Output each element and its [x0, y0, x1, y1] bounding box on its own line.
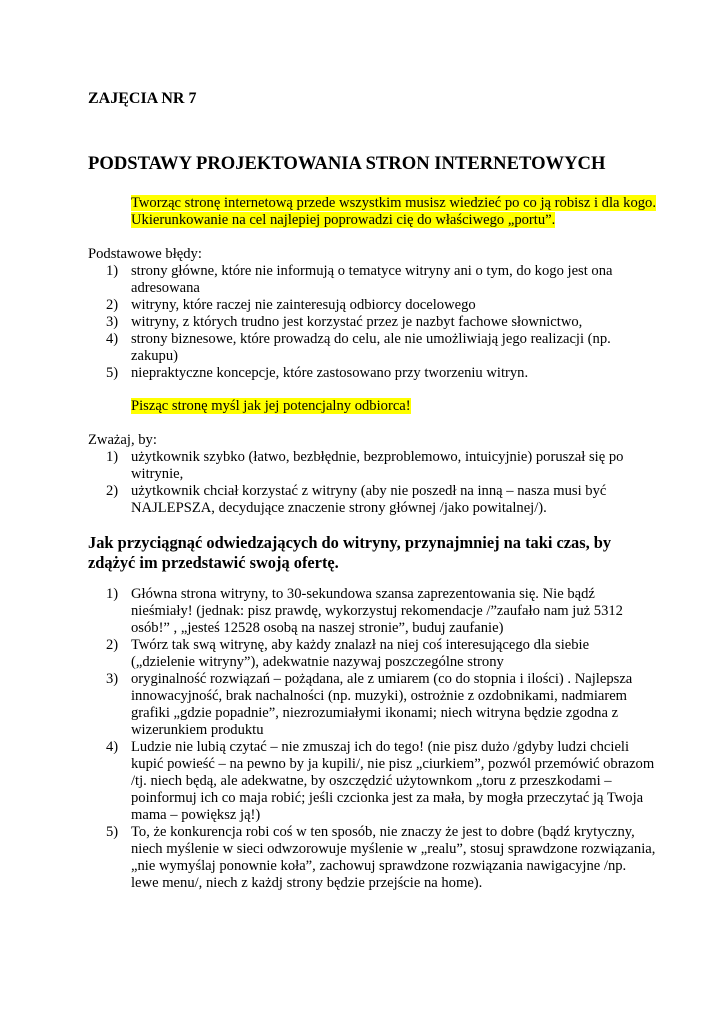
page-title: PODSTAWY PROJEKTOWANIA STRON INTERNETOWYCH [88, 153, 606, 174]
highlight-note-2 [131, 398, 671, 415]
watch-list [88, 449, 660, 517]
list-item: 4) Ludzie nie lubią czytać – nie zmuszaj ich do tego! (nie pisz dużo /gdyby ludzi chcieli kupić powieść – na pewno by ja kupili/, nie pisz „ciurkiem”, pozwól przemówić obrazom /tj. niech będą, ale adekwatne, by oszczędzić użytownkom „toru z przeszkodami – poinformuj ich co maja robić; jeśli czcionka jest za mała, by mogła przeczytać ją Twoja mama – powiększ ją!) [106, 739, 655, 823]
highlight-note-1 [131, 195, 671, 229]
watch-intro: Zważaj, by: [88, 432, 157, 448]
list-item: 5) To, że konkurencja robi coś w ten sposób, nie znaczy że jest to dobre (bądź krytyczny, niech myślenie w sieci odwzorowuje myślenie w „realu”, stosuj sprawdzone rozwiązania, „nie wymyślaj ponownie koła”, zachowuj sprawdzone rozwiązania nawigacyjne /np. lewe menu/, niech z każdj strony będzie przejście na home). [106, 824, 656, 891]
highlight-text-1: Tworząc stronę internetową przede wszystkim musisz wiedzieć po co ją robisz i dla kogo. Ukierunkowanie na cel najlepiej poprowadzi cię do właściwego „portu”. [131, 195, 656, 228]
section-heading: Jak przyciągnąć odwiedzających do witryny, przynajmniej na taki czas, by zdążyć im przedstawić swoją ofertę. [88, 533, 612, 572]
errors-list [88, 263, 660, 382]
list-item: 2) użytkownik chciał korzystać z witryny (aby nie poszedł na inną – nasza musi być NAJLEPSZA, decydujące znaczenie strony głównej /jako powitalnej/). [106, 483, 607, 516]
list-item: 1) Główna strona witryny, to 30-sekundowa szansa zaprezentowania się. Nie bądź nieśmiały! (jednak: pisz prawdę, wykorzystuj rekomendacje /”zaufało nam już 5312 osób!” , „jesteś 12528 osobą na naszej stronie”, buduj zaufanie) [106, 586, 623, 636]
highlight-text-2: Pisząc stronę myśl jak jej potencjalny odbiorca! [131, 398, 411, 414]
list-item: 5) niepraktyczne koncepcje, które zastosowano przy tworzeniu witryn. [106, 365, 529, 381]
list-item: 3) witryny, z których trudno jest korzystać przez je nazbyt fachowe słownictwo, [106, 314, 583, 330]
list-item: 4) strony biznesowe, które prowadzą do celu, ale nie umożliwiają jego realizacji (np. zakupu) [106, 331, 611, 364]
list-item: 2) witryny, które raczej nie zainteresują odbiorcy docelowego [106, 297, 476, 313]
list-item: 1) użytkownik szybko (łatwo, bezbłędnie, bezproblemowo, intuicyjnie) poruszał się po witrynie, [106, 449, 624, 482]
lesson-header: ZAJĘCIA NR 7 [88, 90, 197, 107]
tips-list [88, 586, 656, 892]
list-item: 3) oryginalność rozwiązań – pożądana, ale z umiarem (co do stopnia i ilości) . Najlepsza innowacyjność, brak nachalności (np. muzyki), ostrożnie z ozdobnikami, nadmiarem grafiki „gdzie popadnie”, niezrozumiałymi ikonami; niech witryna będzie zgodna z wizerunkiem produktu [106, 671, 633, 738]
errors-intro: Podstawowe błędy: [88, 246, 202, 262]
list-item: 2) Twórz tak swą witrynę, aby każdy znalazł na niej coś interesującego dla siebie („dzielenie witryny”), adekwatnie nazywaj poszczególne strony [106, 637, 590, 670]
list-item: 1) strony główne, które nie informują o tematyce witryny ani o tym, do kogo jest ona adresowana [106, 263, 613, 296]
